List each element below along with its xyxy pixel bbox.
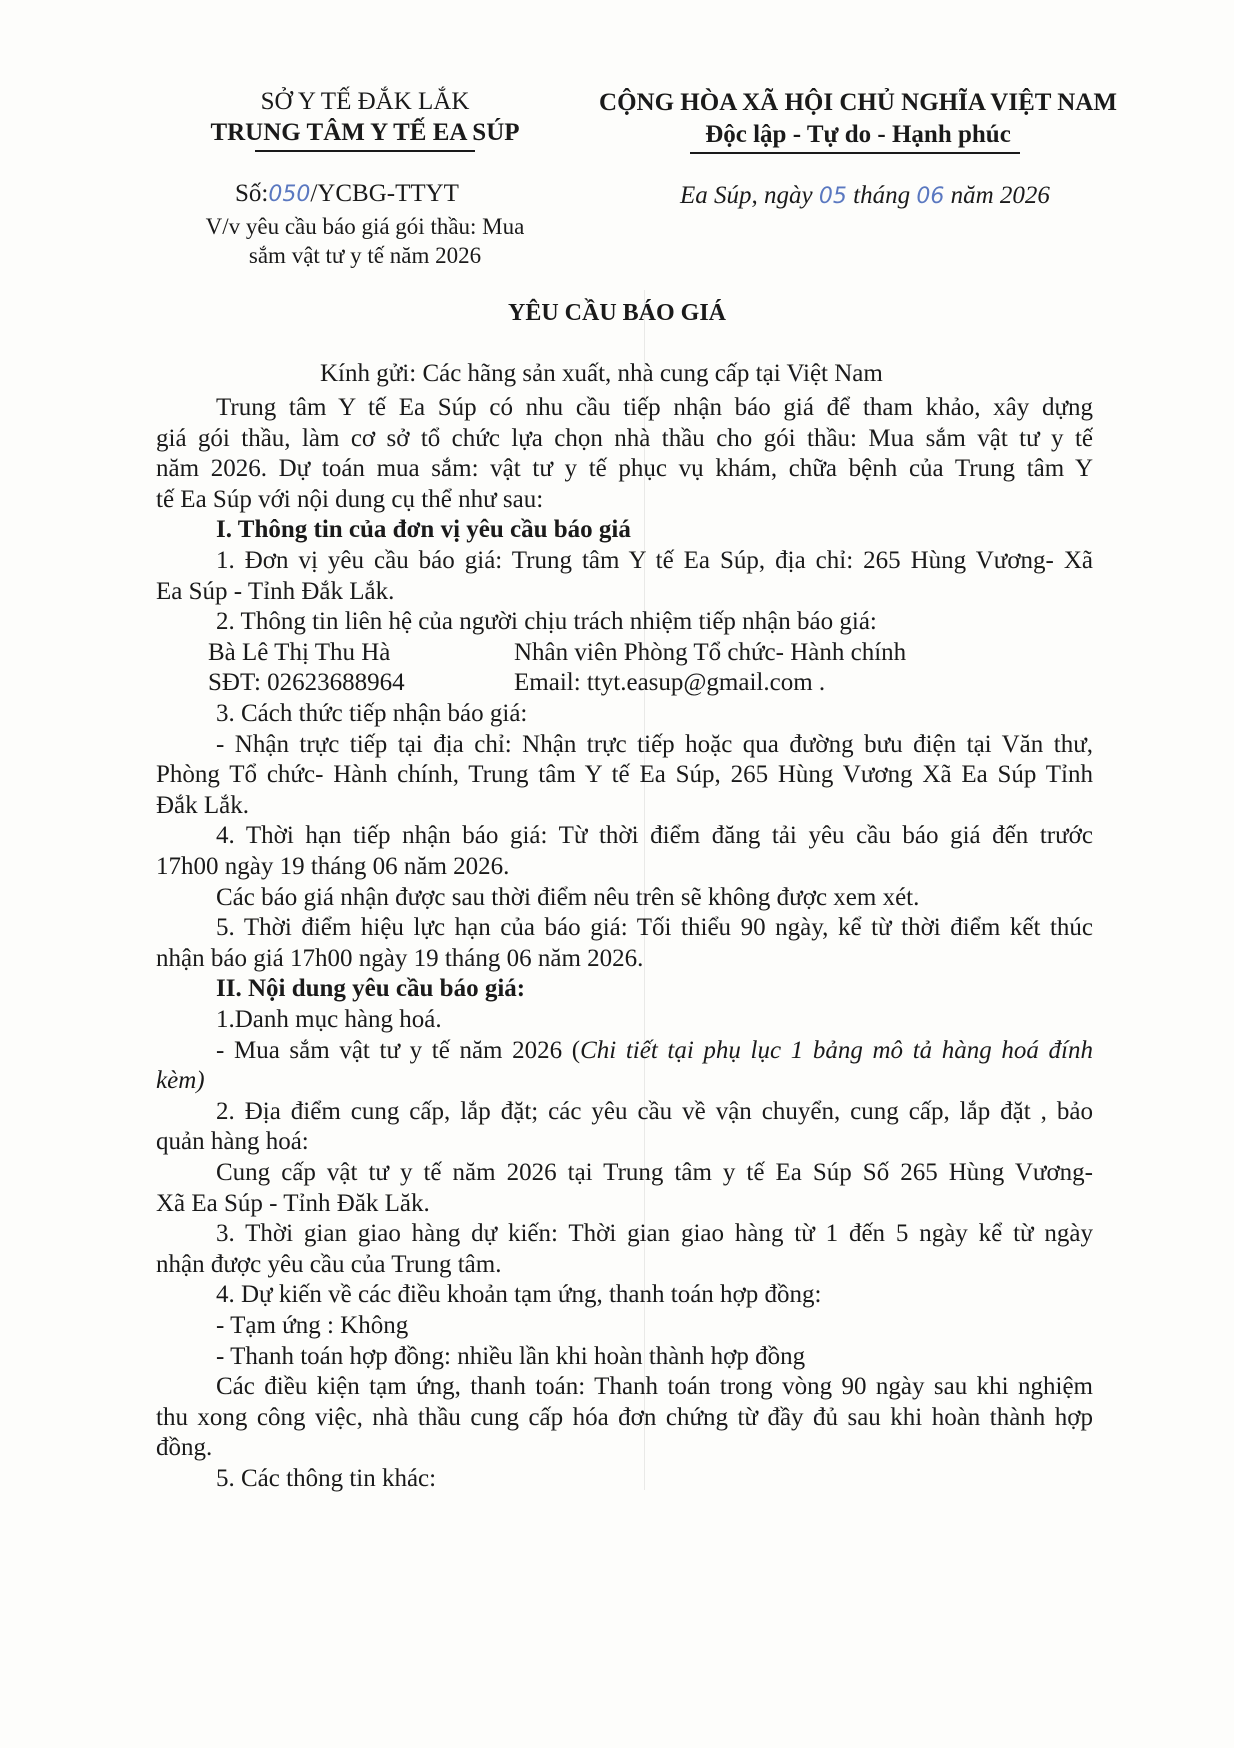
body-line — [216, 606, 877, 637]
contact-cell: Bà Lê Thị Thu Hà — [208, 638, 391, 666]
body-line — [156, 423, 1093, 454]
body-text: - Nhận trực tiếp tại địa chỉ: Nhận trực tiếp hoặc qua đường bưu điện tại Văn thư, — [216, 730, 1093, 758]
contact-cell: Nhân viên Phòng Tổ chức- Hành chính — [514, 638, 907, 666]
body-text: Ea Súp - Tỉnh Đắk Lắk. — [156, 577, 395, 605]
body-line — [216, 973, 525, 1004]
body-line — [216, 392, 1093, 423]
date-month-label: tháng — [853, 182, 911, 209]
body-text: 2. Địa điểm cung cấp, lắp đặt; các yêu cầu về vận chuyển, cung cấp, lắp đặt , bảo — [216, 1097, 1093, 1125]
body-text: 1. Đơn vị yêu cầu báo giá: Trung tâm Y tế Ea Súp, địa chỉ: 265 Hùng Vương- Xã — [216, 547, 1093, 574]
body-text: Trung tâm Y tế Ea Súp có nhu cầu tiếp nhận báo giá để tham khảo, xây dựng — [216, 394, 1093, 421]
body-line — [216, 1310, 408, 1341]
body-text: I. Thông tin của đơn vị yêu cầu báo giá — [216, 516, 631, 544]
body-line — [216, 1096, 1093, 1127]
body-text: 4. Thời hạn tiếp nhận báo giá: Từ thời điểm đăng tải yêu cầu báo giá đến trước — [216, 822, 1093, 850]
recipient-line: Kính gửi: Các hãng sản xuất, nhà cung cấp tại Việt Nam — [320, 360, 883, 387]
body-line — [156, 484, 543, 515]
contact-cell: Email: ttyt.easup@gmail.com . — [514, 669, 826, 697]
body-line — [216, 882, 919, 913]
date-place: Ea Súp, ngày — [680, 182, 813, 209]
body-italic-text: kèm) — [156, 1067, 205, 1095]
body-line — [216, 698, 527, 729]
body-line — [216, 1341, 805, 1372]
body-line — [156, 1188, 430, 1219]
body-line — [156, 851, 509, 882]
body-line — [216, 1035, 1093, 1066]
body-line — [216, 1157, 1093, 1188]
body-line — [216, 1218, 1093, 1249]
body-text: nhận báo giá 17h00 ngày 19 tháng 06 năm 2026. — [156, 944, 644, 972]
date-day: 05 — [818, 184, 847, 209]
body-line — [216, 1371, 1093, 1402]
body-text: 3. Thời gian giao hàng dự kiến: Thời gian giao hàng từ 1 đến 5 ngày kể từ ngày — [216, 1220, 1093, 1248]
doc-number-handwritten: 050 — [268, 182, 311, 207]
nation-title: CỘNG HÒA XÃ HỘI CHỦ NGHĨA VIỆT NAM — [599, 89, 1117, 116]
body-text: Đắk Lắk. — [156, 791, 250, 819]
body-text: 2. Thông tin liên hệ của người chịu trách nhiệm tiếp nhận báo giá: — [216, 608, 877, 636]
body-line — [216, 912, 1093, 943]
body-line — [216, 1463, 436, 1494]
date-year: năm 2026 — [950, 182, 1050, 209]
body-line — [156, 1402, 1093, 1433]
body-text: quản hàng hoá: — [156, 1128, 309, 1156]
body-line — [216, 820, 1093, 851]
body-line — [156, 576, 394, 607]
body-line — [156, 790, 249, 821]
body-line — [216, 1279, 821, 1310]
body-text: thu xong công việc, nhà thầu cung cấp hóa đơn chứng từ đầy đủ sau khi hoàn thành hợp — [156, 1403, 1093, 1431]
date-line — [680, 180, 1050, 212]
contact-cell: SĐT: 02623688964 — [208, 669, 405, 697]
body-text: - Mua sắm vật tư y tế năm 2026 ( — [216, 1036, 581, 1064]
body-text: Các báo giá nhận được sau thời điểm nêu trên sẽ không được xem xét. — [216, 883, 920, 911]
body-line — [216, 545, 1093, 576]
body-text: đồng. — [156, 1434, 213, 1462]
body-line — [216, 514, 631, 545]
doc-number — [235, 178, 459, 210]
body-text: Phòng Tổ chức- Hành chính, Trung tâm Y tế Ea Súp, 265 Hùng Vương Xã Ea Súp Tỉnh — [156, 761, 1093, 789]
body-text: năm 2026. Dự toán mua sắm: vật tư y tế phục vụ khám, chữa bệnh của Trung tâm Y — [156, 455, 1093, 483]
body-line — [216, 1004, 442, 1035]
motto-underline — [690, 152, 1020, 154]
body-text: 4. Dự kiến về các điều khoản tạm ứng, thanh toán hợp đồng: — [216, 1281, 822, 1309]
body-text: 1.Danh mục hàng hoá. — [216, 1006, 442, 1033]
body-text: - Thanh toán hợp đồng: nhiều lần khi hoàn thành hợp đồng — [216, 1342, 806, 1370]
doc-number-prefix: Số: — [235, 180, 269, 207]
body-text: Cung cấp vật tư y tế năm 2026 tại Trung tâm y tế Ea Súp Số 265 Hùng Vương- — [216, 1159, 1093, 1186]
org-name: TRUNG TÂM Y TẾ EA SÚP — [210, 119, 520, 146]
body-text: 17h00 ngày 19 tháng 06 năm 2026. — [156, 853, 510, 880]
body-text: Các điều kiện tạm ứng, thanh toán: Thanh toán trong vòng 90 ngày sau khi nghiệm — [216, 1373, 1093, 1401]
body-line — [156, 943, 643, 974]
date-month: 06 — [916, 184, 945, 209]
document-title: YÊU CẦU BÁO GIÁ — [507, 300, 726, 326]
org-underline — [255, 150, 475, 152]
body-line — [156, 1126, 309, 1157]
body-text: tế Ea Súp với nội dung cụ thể như sau: — [156, 485, 544, 513]
body-line — [156, 759, 1093, 790]
nation-motto: Độc lập - Tự do - Hạnh phúc — [705, 121, 1011, 148]
body-text: 5. Thời điểm hiệu lực hạn của báo giá: Tối thiểu 90 ngày, kể từ thời điểm kết thúc — [216, 914, 1093, 942]
body-line — [156, 1432, 212, 1463]
body-text: Xã Ea Súp - Tỉnh Đăk Lăk. — [156, 1189, 430, 1217]
body-line — [156, 1065, 205, 1096]
doc-number-suffix: /YCBG-TTYT — [310, 180, 459, 207]
body-text: - Tạm ứng : Không — [216, 1312, 409, 1339]
body-text: II. Nội dung yêu cầu báo giá: — [216, 975, 526, 1003]
subject-line-2: sắm vật tư y tế năm 2026 — [248, 243, 482, 268]
body-text: giá gói thầu, làm cơ sở tổ chức lựa chọn nhà thầu cho gói thầu: Mua sắm vật tư y tế — [156, 424, 1093, 452]
body-italic-text: Chi tiết tại phụ lục 1 bảng mô tả hàng hoá đính — [580, 1036, 1093, 1064]
body-line — [216, 729, 1093, 760]
body-text: 5. Các thông tin khác: — [216, 1465, 437, 1492]
body-line — [156, 453, 1093, 484]
body-text: nhận được yêu cầu của Trung tâm. — [156, 1250, 502, 1278]
body-text: 3. Cách thức tiếp nhận báo giá: — [216, 700, 528, 727]
dept-name: SỞ Y TẾ ĐẮK LẮK — [260, 88, 470, 115]
subject-line-1: V/v yêu cầu báo giá gói thầu: Mua — [205, 214, 525, 239]
body-line — [156, 1249, 501, 1280]
